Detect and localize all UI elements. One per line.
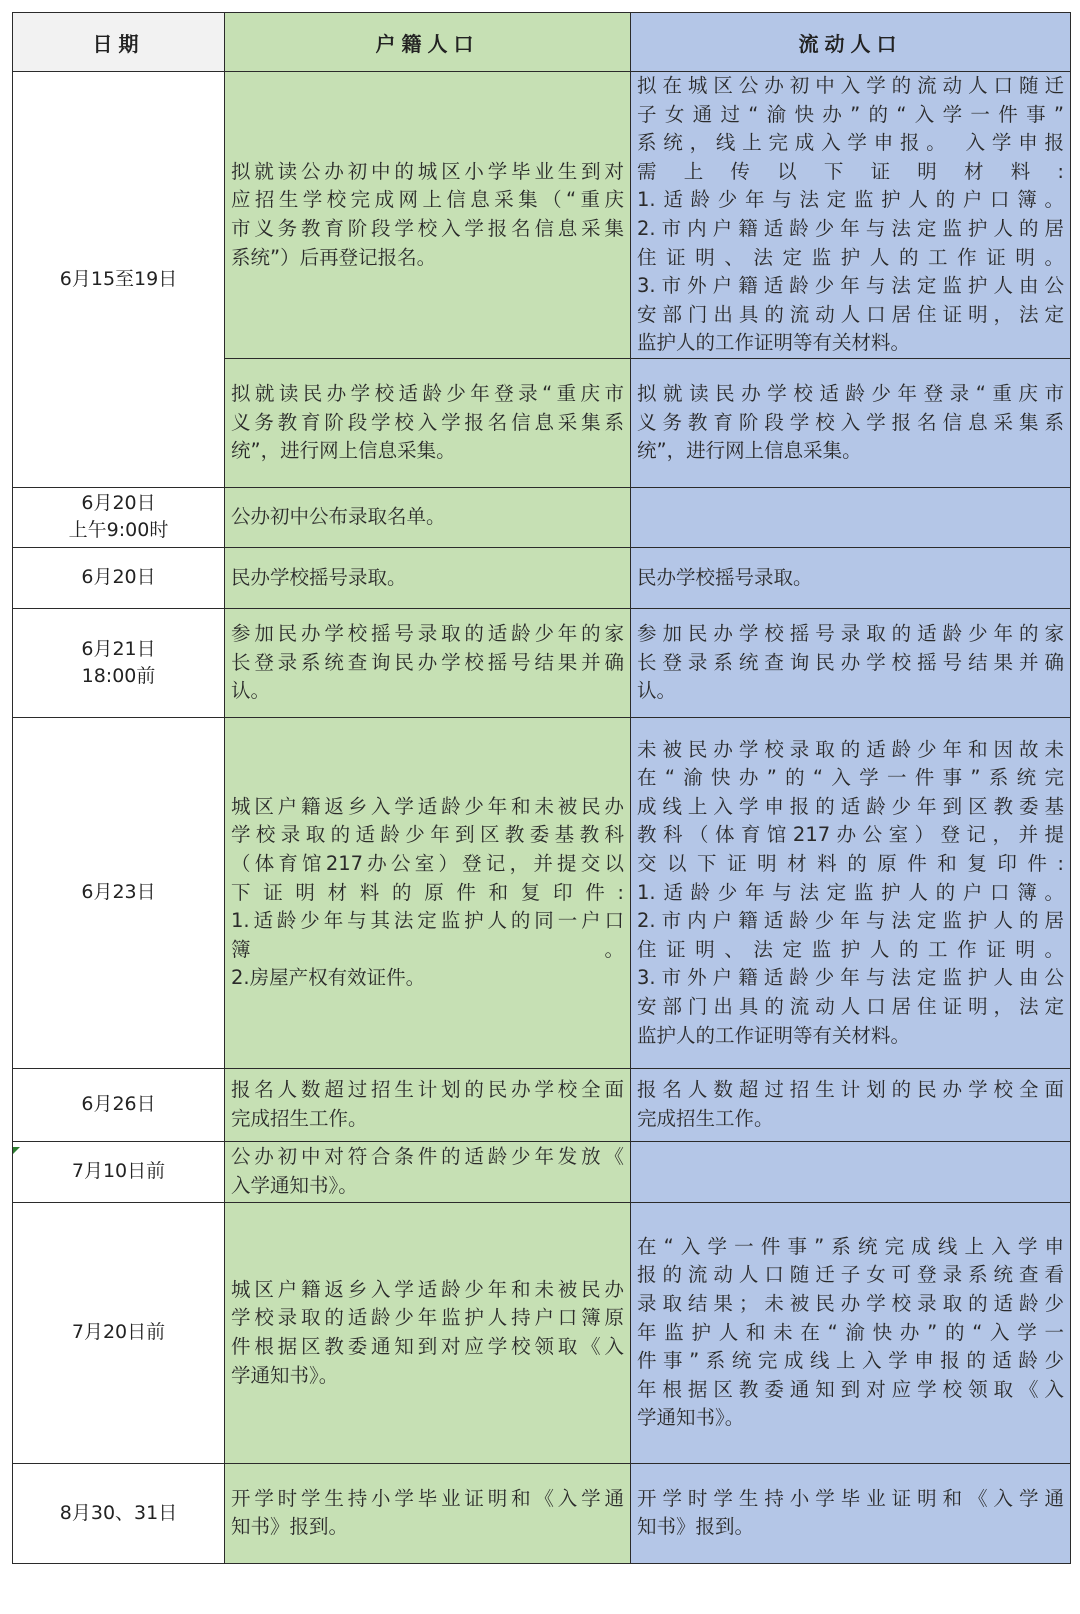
text-line: （体育馆217办公室）登记，并提交以 (231, 852, 624, 876)
text-line: 民办学校摇号录取。 (231, 565, 407, 589)
date-line: 18:00前 (81, 664, 156, 687)
text-line: 未被民办学校录取的适龄少年和因故未 (637, 737, 1064, 761)
liudong-cell (631, 1068, 1071, 1141)
text-line: 拟就读民办学校适龄少年登录“重庆市 (231, 382, 624, 406)
text-line: 3.市外户籍适龄少年与法定监护人由公 (637, 274, 1064, 298)
table-row (13, 1202, 1071, 1463)
text-line: 报名人数超过招生计划的民办学校全面 (637, 1078, 1064, 1102)
table-row (13, 72, 1071, 359)
text-line: 学通知书》。 (637, 1406, 745, 1430)
huji-cell (225, 72, 631, 359)
liudong-cell (631, 1463, 1071, 1563)
text-line: 住证明、法定监护人的工作证明。 (637, 245, 1064, 269)
table-row (13, 1141, 1071, 1202)
header-row (13, 13, 1071, 72)
text-line: 报名人数超过招生计划的民办学校全面 (231, 1078, 624, 1102)
date-cell (13, 1141, 225, 1202)
table-row (13, 1463, 1071, 1563)
liudong-cell (631, 1202, 1071, 1463)
text-line: 长登录系统查询民办学校摇号结果并确 (231, 650, 624, 674)
text-line: 城区户籍返乡入学适龄少年和未被民办 (231, 794, 624, 818)
date-cell (13, 72, 225, 488)
text-line: 民办学校摇号录取。 (637, 565, 813, 589)
text-line: 义务教育阶段学校入学报名信息采集系 (231, 410, 624, 434)
enrollment-schedule (12, 12, 1070, 1564)
date-cell (13, 1068, 225, 1141)
huji-cell (225, 547, 631, 608)
cell-comment-marker (13, 1147, 20, 1154)
text-line: 认。 (637, 679, 677, 703)
text-line: 住证明、法定监护人的工作证明。 (637, 937, 1064, 961)
text-line: 参加民办学校摇号录取的适龄少年的家 (231, 622, 624, 646)
text-line: 件根据区教委通知到对应学校领取《入 (231, 1334, 624, 1358)
date-cell (13, 608, 225, 717)
date-line: 6月15至19日 (59, 267, 178, 290)
text-line: 报的流动人口随迁子女可登录系统查看 (637, 1263, 1064, 1287)
date-line: 6月20日 (81, 566, 156, 589)
text-line: 学校录取的适龄少年到区教委基教科 (231, 823, 624, 847)
table-row (13, 1068, 1071, 1141)
text-line: 安部门出具的流动人口居住证明，法定 (637, 995, 1064, 1019)
text-line: 下证明材料的原件和复印件: (231, 880, 624, 904)
text-line: 教科（体育馆217办公室）登记，并提 (637, 823, 1064, 847)
text-line: 统”，进行网上信息采集。 (231, 439, 456, 463)
text-line: 成线上入学申报的适龄少年到区教委基 (637, 794, 1064, 818)
text-line: 拟就读公办初中的城区小学毕业生到对 (231, 159, 624, 183)
date-cell (13, 717, 225, 1068)
liudong-cell (631, 717, 1071, 1068)
text-line: 统”，进行网上信息采集。 (637, 439, 862, 463)
table-row (13, 717, 1071, 1068)
text-line: 完成招生工作。 (637, 1106, 774, 1130)
huji-cell (225, 487, 631, 547)
text-line: 2.市内户籍适龄少年与法定监护人的居 (637, 909, 1064, 933)
text-line: 开学时学生持小学毕业证明和《入学通 (231, 1486, 624, 1510)
huji-cell (225, 1141, 631, 1202)
text-line: 知书》报到。 (231, 1515, 349, 1539)
table-row (13, 547, 1071, 608)
text-line: 需上传以下证明材料: (637, 159, 1064, 183)
text-line: 长登录系统查询民办学校摇号结果并确 (637, 650, 1064, 674)
text-line: 市义务教育阶段学校入学报名信息采集 (231, 216, 624, 240)
text-line: 1.适龄少年与法定监护人的户口簿。 (637, 188, 1064, 212)
liudong-cell (631, 608, 1071, 717)
text-line: 拟就读民办学校适龄少年登录“重庆市 (637, 382, 1064, 406)
date-line: 7月20日前 (71, 1321, 166, 1344)
text-line: 系统，线上完成入学申报。 入学申报 (637, 131, 1064, 155)
date-line: 上午9:00时 (68, 519, 169, 542)
huji-cell (225, 1068, 631, 1141)
table-row (13, 487, 1071, 547)
text-line: 件事”系统完成线上入学申报的适龄少 (637, 1349, 1064, 1373)
text-line: 在“渝快办”的“入学一件事”系统完 (637, 766, 1064, 790)
date-cell (13, 1202, 225, 1463)
text-line: 认。 (231, 679, 271, 703)
text-line: 在“入学一件事”系统完成线上入学申 (637, 1234, 1064, 1258)
text-line: 应招生学校完成网上信息采集（“重庆 (231, 188, 624, 212)
text-line: 开学时学生持小学毕业证明和《入学通 (637, 1486, 1064, 1510)
header-date: 日期 (13, 13, 225, 72)
text-line: 1.适龄少年与其法定监护人的同一户口 (231, 909, 624, 933)
text-line: 子女通过“渝快办”的“入学一件事” (637, 102, 1064, 126)
text-line: 年监护人和未在“渝快办”的“入学一 (637, 1320, 1064, 1344)
liudong-cell (631, 72, 1071, 359)
liudong-cell (631, 547, 1071, 608)
date-line: 6月20日 (81, 492, 156, 515)
table-row (13, 608, 1071, 717)
text-line: 监护人的工作证明等有关材料。 (637, 331, 911, 355)
text-line: 城区户籍返乡入学适龄少年和未被民办 (231, 1277, 624, 1301)
header-huji: 户籍人口 (225, 13, 631, 72)
text-line: 入学通知书》。 (231, 1173, 358, 1197)
date-line: 6月23日 (81, 881, 156, 904)
text-line: 年根据区教委通知到对应学校领取《入 (637, 1377, 1064, 1401)
text-line: 学通知书》。 (231, 1363, 339, 1387)
huji-cell (225, 608, 631, 717)
text-line: 系统”）后再登记报名。 (231, 245, 437, 269)
liudong-cell (631, 358, 1071, 487)
schedule-table (12, 12, 1071, 1564)
huji-cell (225, 1463, 631, 1563)
text-line: 2.市内户籍适龄少年与法定监护人的居 (637, 216, 1064, 240)
date-cell (13, 1463, 225, 1563)
liudong-cell (631, 487, 1071, 547)
text-line: 拟在城区公办初中入学的流动人口随迁 (637, 74, 1064, 97)
text-line: 公办初中对符合条件的适龄少年发放《 (231, 1145, 624, 1169)
text-line: 参加民办学校摇号录取的适龄少年的家 (637, 622, 1064, 646)
text-line: 公办初中公布录取名单。 (231, 505, 446, 529)
date-line: 6月26日 (81, 1093, 156, 1116)
text-line: 交以下证明材料的原件和复印件: (637, 852, 1064, 876)
huji-cell (225, 1202, 631, 1463)
text-line: 义务教育阶段学校入学报名信息采集系 (637, 410, 1064, 434)
date-line: 7月10日前 (71, 1160, 166, 1183)
date-cell (13, 487, 225, 547)
huji-cell (225, 717, 631, 1068)
liudong-cell (631, 1141, 1071, 1202)
text-line: 2.房屋产权有效证件。 (231, 966, 426, 990)
date-line: 6月21日 (81, 637, 156, 660)
text-line: 学校录取的适龄少年监护人持户口簿原 (231, 1306, 624, 1330)
text-line: 完成招生工作。 (231, 1106, 368, 1130)
huji-cell (225, 358, 631, 487)
text-line: 安部门出具的流动人口居住证明，法定 (637, 302, 1064, 326)
text-line: 1.适龄少年与法定监护人的户口簿。 (637, 880, 1064, 904)
date-line: 8月30、31日 (59, 1501, 178, 1524)
text-line: 3.市外户籍适龄少年与法定监护人由公 (637, 966, 1064, 990)
text-line: 监护人的工作证明等有关材料。 (637, 1023, 911, 1047)
text-line: 录取结果；未被民办学校录取的适龄少 (637, 1292, 1064, 1316)
text-line: 知书》报到。 (637, 1515, 755, 1539)
text-line: 簿。 (231, 937, 624, 961)
date-cell (13, 547, 225, 608)
header-liudong: 流动人口 (631, 13, 1071, 72)
